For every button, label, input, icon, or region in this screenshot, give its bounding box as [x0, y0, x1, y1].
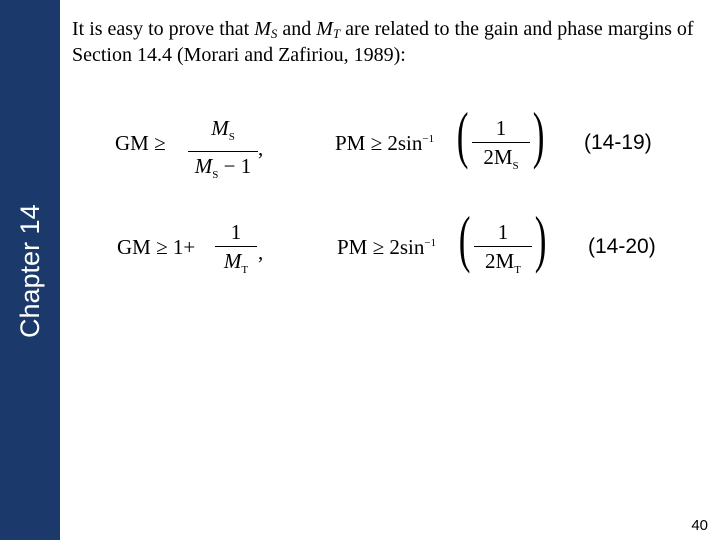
gm-fraction-19: $M_S$ $M_S - 1$	[188, 116, 258, 187]
pm-fraction-20: 1 $2M_T$	[474, 220, 532, 282]
intro-text-1: It is easy to prove that	[72, 18, 255, 40]
ms-symbol: $M_S$	[254, 18, 278, 41]
equation-number-20: (14-20)	[588, 235, 656, 258]
left-paren-19: (	[456, 99, 469, 170]
pm-label-19: PM ≥ $2\sin^{-1}$	[335, 131, 435, 155]
gm-label-20: GM ≥ 1+	[117, 235, 196, 259]
gm-fraction-20: 1 $M_T$	[215, 220, 257, 282]
intro-paragraph	[72, 16, 702, 68]
right-paren-19: )	[532, 99, 545, 170]
right-paren-20: )	[534, 203, 547, 274]
intro-text-2: and	[277, 18, 317, 40]
equation-number-19: (14-19)	[584, 131, 652, 154]
page-number: 40	[691, 517, 708, 534]
chapter-sidebar	[0, 0, 60, 540]
left-paren-20: (	[458, 203, 471, 274]
chapter-label: Chapter 14	[15, 204, 45, 338]
intro-text-3: are related to the gain and phase margins of Section 14.4 (Morari and Zafiriou, 1989):	[72, 18, 694, 66]
gm-label-19: GM ≥	[115, 131, 166, 155]
comma-20: ,	[258, 240, 264, 264]
pm-label-20: PM ≥ $2\sin^{-1}$	[337, 235, 437, 259]
mt-symbol: $M_T$	[316, 18, 341, 41]
pm-fraction-19: 1 $2M_S$	[472, 116, 530, 178]
comma-19: ,	[258, 136, 264, 160]
